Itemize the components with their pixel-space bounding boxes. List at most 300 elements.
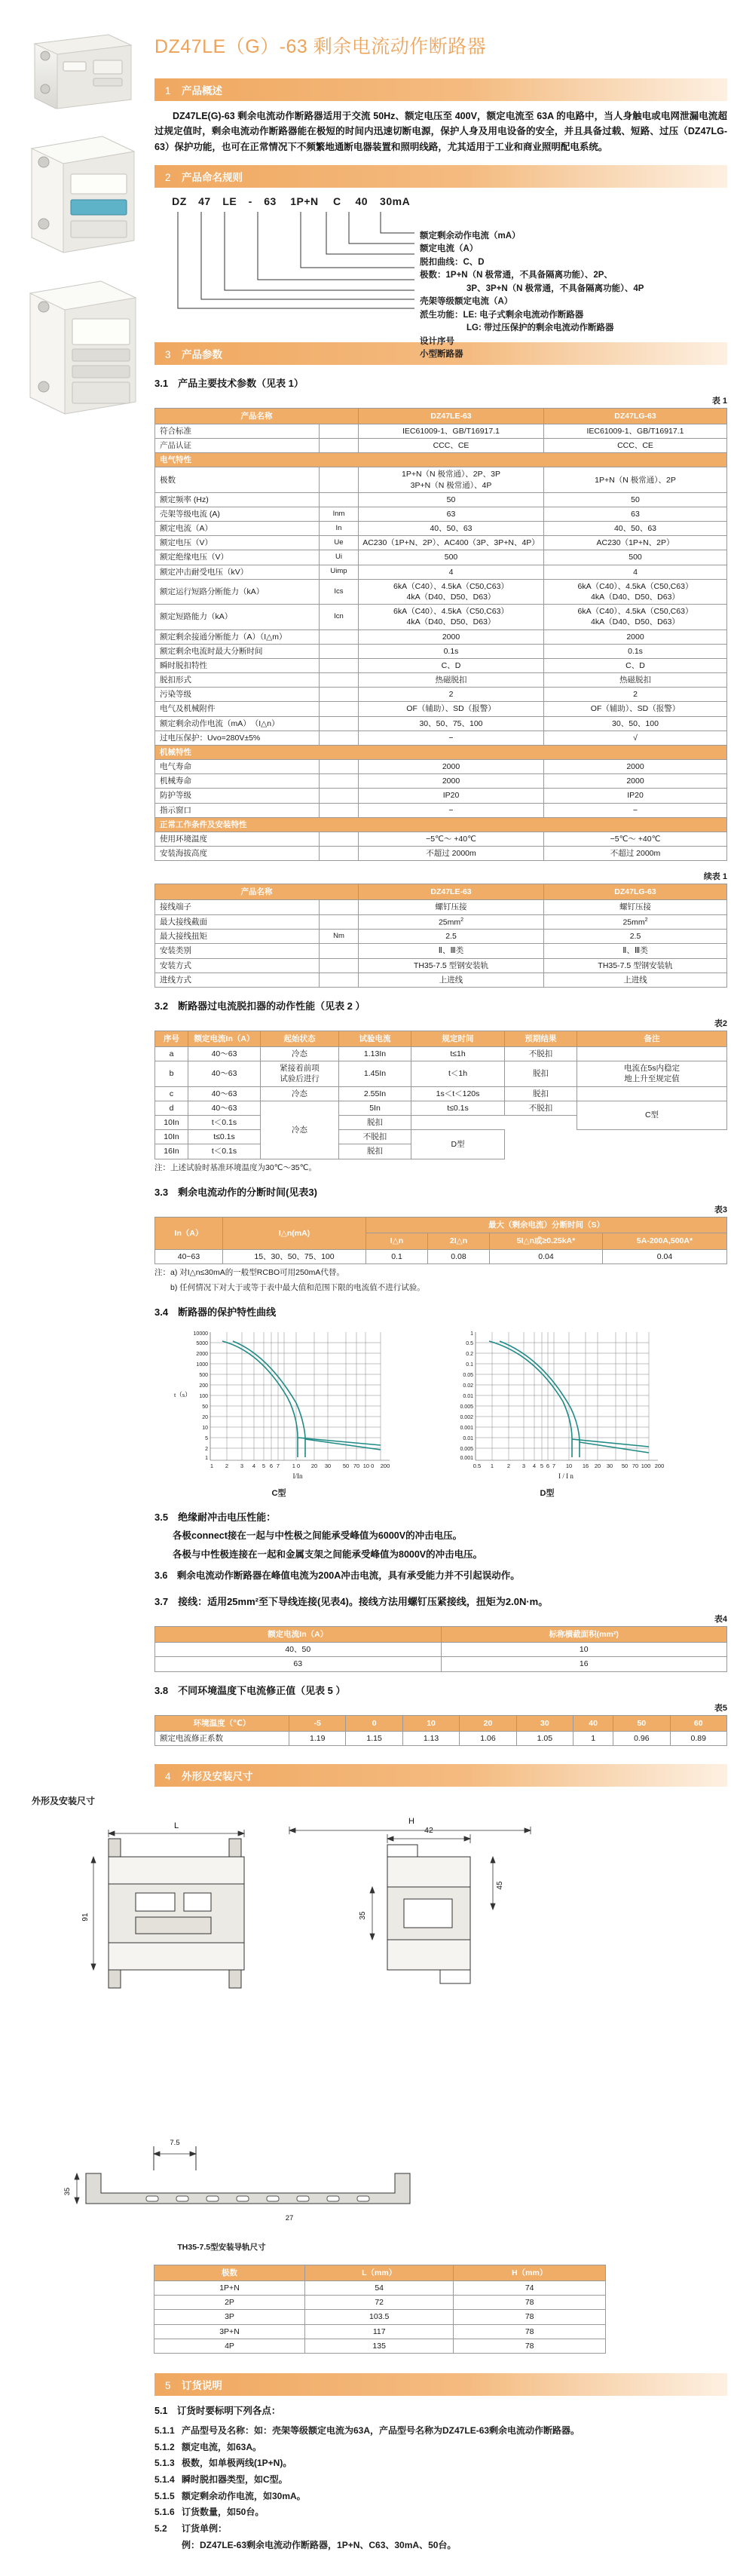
ordering-item: [154, 2423, 727, 2439]
value-dz47lg: −5℃～ +40℃: [544, 832, 727, 846]
param-name: 额定绝缘电压（V）: [155, 550, 320, 565]
table-row: [155, 1643, 727, 1657]
param-symbol: [320, 847, 359, 861]
rail-svg: [63, 2128, 455, 2234]
product-photo-1p: [18, 30, 146, 115]
ordering-item: [154, 2538, 727, 2553]
value-dz47lg: 0.1s: [544, 644, 727, 658]
table-row: [155, 789, 727, 803]
page-title: DZ47LE（G）-63 剩余电流动作断路器: [154, 36, 487, 57]
svg-text:10000: 10000: [193, 1331, 208, 1337]
value-dz47le: 500: [359, 550, 544, 565]
param-symbol: Ics: [320, 579, 359, 604]
value-dz47le: 63: [359, 507, 544, 521]
table-row: [155, 702, 727, 716]
row-remark: D型: [411, 1130, 505, 1159]
factor-50: 0.96: [613, 1731, 670, 1745]
svg-text:0.002: 0.002: [460, 1415, 473, 1421]
param-symbol: [320, 789, 359, 803]
value-dz47lg: 2: [544, 688, 727, 702]
section-label: 产品概述: [182, 85, 222, 96]
section-number: 4: [165, 1770, 171, 1782]
param-name: 极数: [155, 467, 320, 492]
svg-text:10: 10: [202, 1426, 208, 1432]
param-name: 污染等级: [155, 688, 320, 702]
col-time: 规定时间: [411, 1031, 505, 1046]
param-name: 瞬时脱扣特性: [155, 658, 320, 672]
row-cross-section: 10: [441, 1643, 727, 1657]
row-test-current: 1.13In: [339, 1047, 411, 1061]
row-remark: [577, 1086, 727, 1101]
row-time: t≤0.1s: [411, 1101, 505, 1115]
ordering-key: 5.2: [154, 2522, 167, 2534]
svg-text:4: 4: [252, 1463, 256, 1470]
value-dz47lg: 6kA（C40）、4.5kA（C50,C63） 4kA（D40、D50、D63）: [544, 605, 727, 629]
table-row: [155, 745, 727, 759]
param-name: 额定冲击耐受电压（kV）: [155, 565, 320, 579]
table3-note-b: b) 任何情况下对大于或等于表中最大值和范围下限的电流值不进行试验。: [154, 1282, 425, 1292]
legend-derivative-le: 派生功能：LE: 电子式剩余电流动作断路器: [420, 310, 584, 320]
ordering-text: 产品型号及名称：如：壳架等级额定电流为63A，产品型号名称为DZ47LE-63剩余电流动作断路器。: [182, 2425, 580, 2437]
value-dz47le: 40、50、63: [359, 522, 544, 536]
value-dz47le: 2.5: [359, 930, 544, 944]
param-name: 安装方式: [155, 958, 320, 973]
pole-dimensions-table: [154, 2265, 606, 2354]
value-dz47lg: AC230（1P+N、2P）: [544, 536, 727, 550]
row-cross-section: 16: [441, 1657, 727, 1671]
value-dz47lg: C、D: [544, 658, 727, 672]
code-le: LE: [222, 195, 237, 207]
dim-42-label: 42: [424, 1825, 433, 1835]
col-poles: 极数: [154, 2265, 305, 2280]
table-header-row-top: [155, 1218, 727, 1233]
param-name: 指示窗口: [155, 803, 320, 817]
table-row: [155, 817, 727, 832]
param-symbol: [320, 688, 359, 702]
svg-text:0.005: 0.005: [460, 1404, 473, 1411]
code-dz: DZ: [172, 195, 187, 207]
param-symbol: [320, 673, 359, 688]
svg-text:1 0: 1 0: [292, 1463, 301, 1470]
curve-d-label: D型: [540, 1489, 555, 1499]
col-cross-section: 标称横截面积(mm²): [441, 1627, 727, 1643]
param-symbol: [320, 702, 359, 716]
col-idn: I△n(mA): [223, 1218, 366, 1249]
svg-text:5: 5: [262, 1463, 266, 1470]
value-dz47lg: OF（辅助）、SD（报警）: [544, 702, 727, 716]
param-name: 符合标准: [155, 424, 320, 438]
table-row: [155, 467, 727, 492]
value-dz47lg: 不超过 2000m: [544, 847, 727, 861]
row-rated-current: 40、50: [155, 1643, 442, 1657]
code-47: 47: [198, 195, 211, 207]
value-dz47le: 30、50、75、100: [359, 716, 544, 731]
svg-text:6: 6: [269, 1463, 274, 1470]
section-label: 产品参数: [182, 348, 222, 360]
col-temp-30: 30: [516, 1715, 573, 1731]
col-result: 预期结果: [505, 1031, 577, 1046]
param-name: 壳架等级电流 (A): [155, 507, 320, 521]
value-dz47le: AC230（1P+N、2P）、AC400（3P、3P+N、4P）: [359, 536, 544, 550]
svg-text:1: 1: [205, 1456, 208, 1462]
rail-dim-35: 35: [63, 2187, 72, 2196]
legend-mcb: 小型断路器: [420, 349, 463, 359]
svg-text:7: 7: [276, 1463, 280, 1470]
ordering-item: [154, 2455, 727, 2471]
value-dz47lg: −: [544, 803, 727, 817]
col-5idn: 5I△n或≥0.25kA*: [490, 1233, 603, 1249]
value-dz47le: CCC、CE: [359, 439, 544, 453]
row-test-current: 10In: [155, 1130, 188, 1144]
col-remark: 备注: [577, 1031, 727, 1046]
param-symbol: [320, 973, 359, 987]
code-dash: -: [248, 195, 252, 207]
col-dz47le: DZ47LE-63: [359, 884, 544, 900]
section-number: 2: [165, 171, 171, 183]
param-name: 最大接线截面: [155, 914, 320, 930]
row-in: 40～63: [188, 1086, 261, 1101]
table-row: [155, 507, 727, 521]
ordering-text: 瞬时脱扣器类型，如C型。: [182, 2474, 288, 2486]
table-row: [155, 1047, 727, 1061]
ordering-list: [154, 2423, 727, 2553]
legend-residual-current: 额定剩余动作电流（mA）: [420, 231, 521, 240]
table-row: [155, 579, 727, 604]
row-remark: 电流在5s内稳定 地上升至规定值: [577, 1061, 727, 1086]
col-rated-current: 额定电流In（A）: [155, 1627, 442, 1643]
ordering-item: [154, 2472, 727, 2488]
col-2idn: 2I△n: [428, 1233, 490, 1249]
code-ma: 30mA: [380, 195, 411, 207]
svg-text:0.5: 0.5: [466, 1341, 473, 1347]
svg-text:50: 50: [202, 1404, 208, 1411]
ordering-example: 例：DZ47LE-63剩余电流动作断路器，1P+N、C63、30mA、50台。: [182, 2539, 457, 2550]
param-name: 进线方式: [155, 973, 320, 987]
row-L: 135: [305, 2339, 454, 2353]
ordering-text: 极数，如单极两线(1P+N)。: [182, 2458, 292, 2469]
svg-text:0.05: 0.05: [463, 1373, 473, 1379]
svg-text:0.02: 0.02: [463, 1383, 473, 1389]
row-label: 额定电流修正系数: [155, 1731, 289, 1745]
curve-d-chart: [423, 1325, 671, 1483]
svg-text:1: 1: [490, 1463, 494, 1470]
legend-derivative-lg: LG: 带过压保护的剩余电流动作断路器: [466, 323, 614, 333]
table-row: [154, 2339, 606, 2353]
value-dz47le: 不超过 2000m: [359, 847, 544, 861]
curve-c-chart: [154, 1325, 403, 1483]
svg-text:200: 200: [654, 1463, 665, 1470]
row-in: 40~63: [155, 1249, 223, 1263]
col-temp--5: -5: [289, 1715, 346, 1731]
row-poles: 1P+N: [154, 2281, 305, 2296]
svg-text:0.01: 0.01: [463, 1436, 473, 1442]
param-symbol: [320, 629, 359, 644]
wire-size-table: [154, 1626, 727, 1672]
value-dz47le: −: [359, 731, 544, 745]
ordering-text: 订货数量，如50台。: [182, 2507, 265, 2518]
value-dz47lg: Ⅱ、Ⅲ类: [544, 944, 727, 958]
value-dz47lg: √: [544, 731, 727, 745]
section-header-overview: [154, 78, 727, 101]
table-row: [155, 1101, 727, 1115]
value-dz47lg: 30、50、100: [544, 716, 727, 731]
col-1idn: I△n: [366, 1233, 428, 1249]
param-symbol: In: [320, 522, 359, 536]
param-symbol: Icn: [320, 605, 359, 629]
svg-text:500: 500: [199, 1373, 208, 1379]
value-dz47le: IEC61009-1、GB/T16917.1: [359, 424, 544, 438]
col-dz47lg: DZ47LG-63: [544, 408, 727, 424]
value-dz47le: 2000: [359, 629, 544, 644]
table-header-row-top: [154, 2265, 606, 2280]
table-row: [155, 1086, 727, 1101]
param-symbol: [320, 492, 359, 507]
legend-rated-current: 额定电流（A）: [420, 244, 479, 254]
param-name: 使用环境温度: [155, 832, 320, 846]
col-in: 额定电流In（A）: [188, 1031, 261, 1046]
svg-text:0.01: 0.01: [463, 1394, 473, 1400]
table-row: [155, 439, 727, 453]
table-row: [155, 944, 727, 958]
svg-text:20: 20: [594, 1463, 601, 1470]
code-63: 63: [264, 195, 277, 207]
svg-text:1: 1: [210, 1463, 214, 1470]
value-dz47lg: CCC、CE: [544, 439, 727, 453]
table3-note-a: 注：a) 对I△n≤30mA的一般型RCBO可用250mA代替。: [154, 1267, 344, 1277]
param-name: 过电压保护：Uvo=280V±5%: [155, 731, 320, 745]
value-dz47lg: 2.5: [544, 930, 727, 944]
legend-poles: 极数：1P+N（N 极常通，不具备隔离功能）、2P、: [420, 271, 613, 280]
row-result: 脱扣: [339, 1115, 411, 1129]
ordering-key: 5.1.5: [154, 2490, 175, 2501]
value-dz47lg: $25mm^2$: [544, 914, 727, 930]
group-label: 机械特性: [155, 745, 727, 759]
row-no: c: [155, 1086, 188, 1101]
param-name: 额定短路能力（kA）: [155, 605, 320, 629]
table-row: [155, 605, 727, 629]
table-row: [155, 658, 727, 672]
svg-text:3: 3: [521, 1463, 526, 1470]
row-test-current: 10In: [155, 1115, 188, 1129]
ordering-intro: 5.1 订货时要标明下列各点：: [154, 2405, 281, 2416]
table-row: [155, 1061, 727, 1086]
table-row: [155, 522, 727, 536]
overcurrent-trip-table: [154, 1031, 727, 1159]
value-dz47le: 2000: [359, 774, 544, 789]
curve-d-xlabel: I / I n: [558, 1472, 573, 1481]
table-row: [154, 2296, 606, 2310]
value-dz47le: 6kA（C40）、4.5kA（C50,C63） 4kA（D40、D50、D63）: [359, 579, 544, 604]
rail-dim-75: 7.5: [170, 2138, 180, 2147]
param-symbol: [320, 716, 359, 731]
table-row: [155, 492, 727, 507]
legend-trip-curve: 脱扣曲线：C、D: [420, 257, 485, 267]
svg-text:16: 16: [582, 1463, 589, 1470]
param-symbol: [320, 944, 359, 958]
rail-caption: TH35-7.5型安装导轨尺寸: [177, 2242, 266, 2252]
row-remark: [577, 1047, 727, 1061]
param-name: 额定频率 (Hz): [155, 492, 320, 507]
row-in: 40～63: [188, 1101, 261, 1115]
col-temp-0: 0: [346, 1715, 402, 1731]
section-label: 订货说明: [182, 2379, 222, 2391]
value-dz47lg: IEC61009-1、GB/T16917.1: [544, 424, 727, 438]
row-result: 脱扣: [505, 1086, 577, 1101]
param-symbol: Inm: [320, 507, 359, 521]
svg-text:20: 20: [202, 1415, 208, 1421]
ordering-item: [154, 2440, 727, 2455]
value-dz47le: 1P+N（N 极常通）、2P、3P 3P+N（N 极常通）、4P: [359, 467, 544, 492]
dim-H-label: H: [408, 1816, 414, 1826]
value-dz47lg: 1P+N（N 极常通）、2P: [544, 467, 727, 492]
row-state: 冷态: [261, 1086, 339, 1101]
svg-text:200: 200: [199, 1383, 208, 1389]
col-H: H（mm）: [454, 2265, 606, 2280]
svg-text:2: 2: [506, 1463, 511, 1470]
param-symbol: [320, 832, 359, 846]
svg-text:10: 10: [565, 1463, 573, 1470]
code-poles: 1P+N: [290, 195, 319, 207]
param-name: 接线端子: [155, 900, 320, 914]
row-time: t＜0.1s: [188, 1144, 261, 1159]
ordering-text: 额定剩余动作电流，如30mA。: [182, 2490, 306, 2501]
table-row: [155, 688, 727, 702]
value-dz47le: −5℃～ +40℃: [359, 832, 544, 846]
param-name: 额定电流（A）: [155, 522, 320, 536]
section-number: 5: [165, 2379, 171, 2391]
row-in: 40～63: [188, 1047, 261, 1061]
svg-text:2: 2: [205, 1447, 208, 1453]
curve-c-ylabel: t（s）: [174, 1391, 191, 1399]
table2-note: 注：上述试验时基准环境温度为30℃～35℃。: [154, 1162, 317, 1172]
table2-heading: 3.2 断路器过电流脱扣器的动作性能（见表 2 ）: [154, 1000, 366, 1012]
svg-text:100: 100: [199, 1394, 208, 1400]
row-result: 不脱扣: [505, 1101, 577, 1115]
value-dz47le: 6kA（C40）、4.5kA（C50,C63） 4kA（D40、D50、D63）: [359, 605, 544, 629]
svg-text:0.001: 0.001: [460, 1426, 473, 1432]
row-rated-current: 63: [155, 1657, 442, 1671]
table-row: [155, 1731, 727, 1745]
product-photo-4p: [18, 274, 146, 427]
row-test-current: 16In: [155, 1144, 188, 1159]
col-temp-50: 50: [613, 1715, 670, 1731]
factor-10: 1.13: [402, 1731, 459, 1745]
svg-text:1: 1: [470, 1331, 473, 1337]
row-no: b: [155, 1061, 188, 1086]
row-H: 78: [454, 2310, 606, 2324]
param-name: 脱扣形式: [155, 673, 320, 688]
row-time: t＜0.1s: [188, 1115, 261, 1129]
legend-frame-current: 壳架等级额定电流（A）: [420, 297, 513, 307]
value-dz47le: 螺钉压接: [359, 900, 544, 914]
section-header-dimensions: [154, 1764, 727, 1787]
param-name: 额定剩余接通分断能力（A）（I△m）: [155, 629, 320, 644]
row-2idn: 0.08: [428, 1249, 490, 1263]
group-label: 正常工作条件及安装特性: [155, 817, 727, 832]
row-test-current: 2.55In: [339, 1086, 411, 1101]
value-dz47le: Ⅱ、Ⅲ类: [359, 944, 544, 958]
value-dz47le: −: [359, 803, 544, 817]
table5-heading: 3.8 不同环境温度下电流修正值（见表 5 ）: [154, 1684, 346, 1696]
table-row: [155, 803, 727, 817]
table4-caption: 表4: [714, 1615, 727, 1625]
table-row: [155, 424, 727, 438]
table-row: [155, 930, 727, 944]
value-dz47lg: 热磁脱扣: [544, 673, 727, 688]
table-row: [155, 1657, 727, 1671]
protection-curves: [154, 1325, 727, 1499]
ordering-key: 5.1.6: [154, 2507, 175, 2518]
table-row: [155, 716, 727, 731]
param-symbol: [320, 803, 359, 817]
param-name: 机械寿命: [155, 774, 320, 789]
row-remark: C型: [577, 1101, 727, 1129]
param-symbol: [320, 774, 359, 789]
svg-text:20: 20: [310, 1463, 318, 1470]
naming-legend: [420, 230, 644, 362]
section-header-naming: [154, 165, 727, 188]
row-poles: 4P: [154, 2339, 305, 2353]
factor-20: 1.06: [460, 1731, 516, 1745]
section-header-ordering: [154, 2373, 727, 2396]
svg-text:50: 50: [621, 1463, 629, 1470]
col-in: In（A）: [155, 1218, 223, 1249]
table3-caption: 表3: [714, 1205, 727, 1215]
col-range: 5A-200A,500A*: [603, 1233, 727, 1249]
svg-text:5000: 5000: [196, 1341, 208, 1347]
table-row: [155, 731, 727, 745]
row-idn: 15、30、50、75、100: [223, 1249, 366, 1263]
factor--5: 1.19: [289, 1731, 346, 1745]
svg-text:5: 5: [205, 1436, 208, 1442]
row-test-current: 5In: [339, 1101, 411, 1115]
dimensions-subheading: 外形及安装尺寸: [32, 1795, 96, 1806]
clause36-text: 3.6 剩余电流动作断路器在峰值电流为200A冲击电流，具有承受能力并不引起误动作。: [154, 1570, 520, 1581]
param-name: 产品认证: [155, 439, 320, 453]
param-symbol: [320, 467, 359, 492]
svg-text:0.2: 0.2: [466, 1352, 473, 1358]
svg-text:5: 5: [540, 1463, 544, 1470]
row-result: 不脱扣: [505, 1047, 577, 1061]
col-temp-10: 10: [402, 1715, 459, 1731]
row-L: 72: [305, 2296, 454, 2310]
param-symbol: Ui: [320, 550, 359, 565]
row-result: 脱扣: [339, 1144, 411, 1159]
curve-d-wrap: [423, 1325, 671, 1499]
table-row: [155, 774, 727, 789]
svg-text:70: 70: [353, 1463, 360, 1470]
param-name: 电气及机械附件: [155, 702, 320, 716]
param-symbol: [320, 958, 359, 973]
svg-text:30: 30: [606, 1463, 613, 1470]
ordering-text: 订货单例：: [182, 2522, 228, 2534]
ordering-text: 额定电流，如63A。: [182, 2441, 262, 2452]
table-header-row: [155, 408, 727, 424]
col-temp-60: 60: [670, 1715, 726, 1731]
value-dz47lg: 螺钉压接: [544, 900, 727, 914]
table-header-row: [155, 1627, 727, 1643]
col-group-max-time: 最大（剩余电流）分断时间（S）: [366, 1218, 727, 1233]
param-symbol: [320, 658, 359, 672]
table-row: [155, 644, 727, 658]
group-label: 电气特性: [155, 453, 727, 467]
clause35-line2: 各极与中性极连接在一起和金属支架之间能承受峰值为8000V的冲击电压。: [173, 1548, 483, 1560]
value-dz47lg: 500: [544, 550, 727, 565]
ordering-item: [154, 2489, 727, 2504]
section-number: 1: [165, 85, 171, 96]
table-row: [154, 2310, 606, 2324]
value-dz47le: 热磁脱扣: [359, 673, 544, 688]
